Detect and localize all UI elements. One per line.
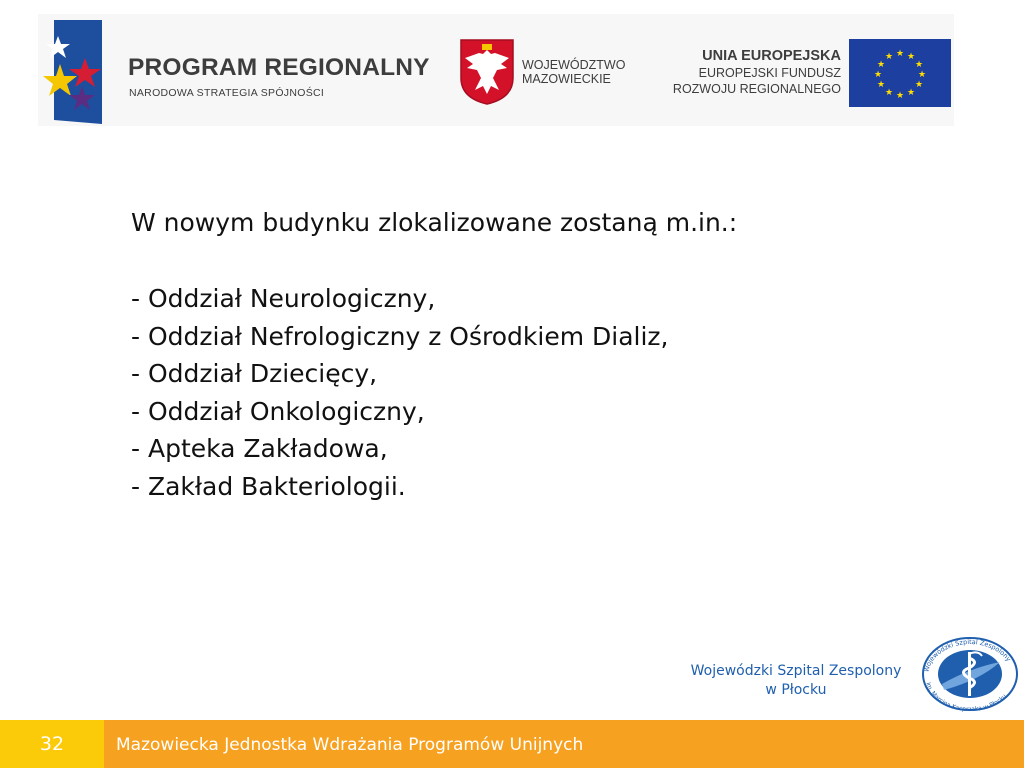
eu-label bbox=[673, 47, 841, 97]
hospital-name bbox=[676, 662, 916, 700]
svg-text:★: ★ bbox=[906, 52, 916, 62]
list-item: - Oddział Dziecięcy, bbox=[131, 359, 378, 388]
svg-text:★: ★ bbox=[914, 80, 924, 90]
svg-text:★: ★ bbox=[876, 60, 886, 70]
voivodeship-line2: MAZOWIECKIE bbox=[522, 72, 611, 86]
logo-ring-top-text: Wojewódzki Szpital Zespolony bbox=[922, 637, 1013, 674]
voivodeship-line1: WOJEWÓDZTWO bbox=[522, 58, 626, 72]
hospital-caduceus-logo-icon bbox=[920, 636, 1020, 712]
hospital-name-line1: Wojewódzki Szpital Zespolony bbox=[690, 663, 902, 679]
program-title: PROGRAM REGIONALNY bbox=[128, 54, 430, 81]
page-number: 32 bbox=[0, 720, 104, 768]
svg-text:★: ★ bbox=[884, 88, 894, 98]
program-subtitle: NARODOWA STRATEGIA SPÓJNOŚCI bbox=[129, 87, 325, 99]
footer-organization: Mazowiecka Jednostka Wdrażania Programów Unijnych bbox=[116, 735, 584, 755]
eu-line3: ROZWOJU REGIONALNEGO bbox=[672, 82, 841, 96]
eu-line2: EUROPEJSKI FUNDUSZ bbox=[698, 66, 841, 80]
list-item: - Oddział Neurologiczny, bbox=[131, 284, 436, 313]
svg-text:★: ★ bbox=[876, 80, 886, 90]
svg-text:★: ★ bbox=[895, 49, 905, 59]
hospital-name-line2: w Płocku bbox=[765, 682, 827, 698]
white-eagle-crest-icon bbox=[457, 38, 517, 106]
list-item: - Oddział Nefrologiczny z Ośrodkiem Dializ, bbox=[131, 321, 669, 351]
svg-text:★: ★ bbox=[873, 70, 883, 80]
eu-line1: UNIA EUROPEJSKA bbox=[702, 48, 841, 64]
svg-text:★: ★ bbox=[906, 88, 916, 98]
voivodeship-label bbox=[522, 58, 625, 86]
svg-text:★: ★ bbox=[917, 70, 927, 80]
list-item: - Apteka Zakładowa, bbox=[131, 434, 388, 463]
svg-text:★: ★ bbox=[895, 91, 905, 101]
program-regionalny-logo-icon bbox=[38, 20, 106, 124]
svg-text:★: ★ bbox=[884, 52, 894, 62]
list-item: - Zakład Bakteriologii. bbox=[131, 471, 406, 501]
logo-ring-bottom-text: im. Marcina Kacprzaka w Płocku bbox=[924, 681, 1009, 712]
svg-text:★: ★ bbox=[914, 60, 924, 70]
list-item: - Oddział Onkologiczny, bbox=[131, 396, 425, 426]
slide-content bbox=[131, 204, 737, 505]
footer-bar bbox=[0, 720, 1024, 768]
eu-flag-icon bbox=[849, 39, 951, 107]
content-heading: W nowym budynku zlokalizowane zostaną m.in.: bbox=[131, 208, 738, 237]
